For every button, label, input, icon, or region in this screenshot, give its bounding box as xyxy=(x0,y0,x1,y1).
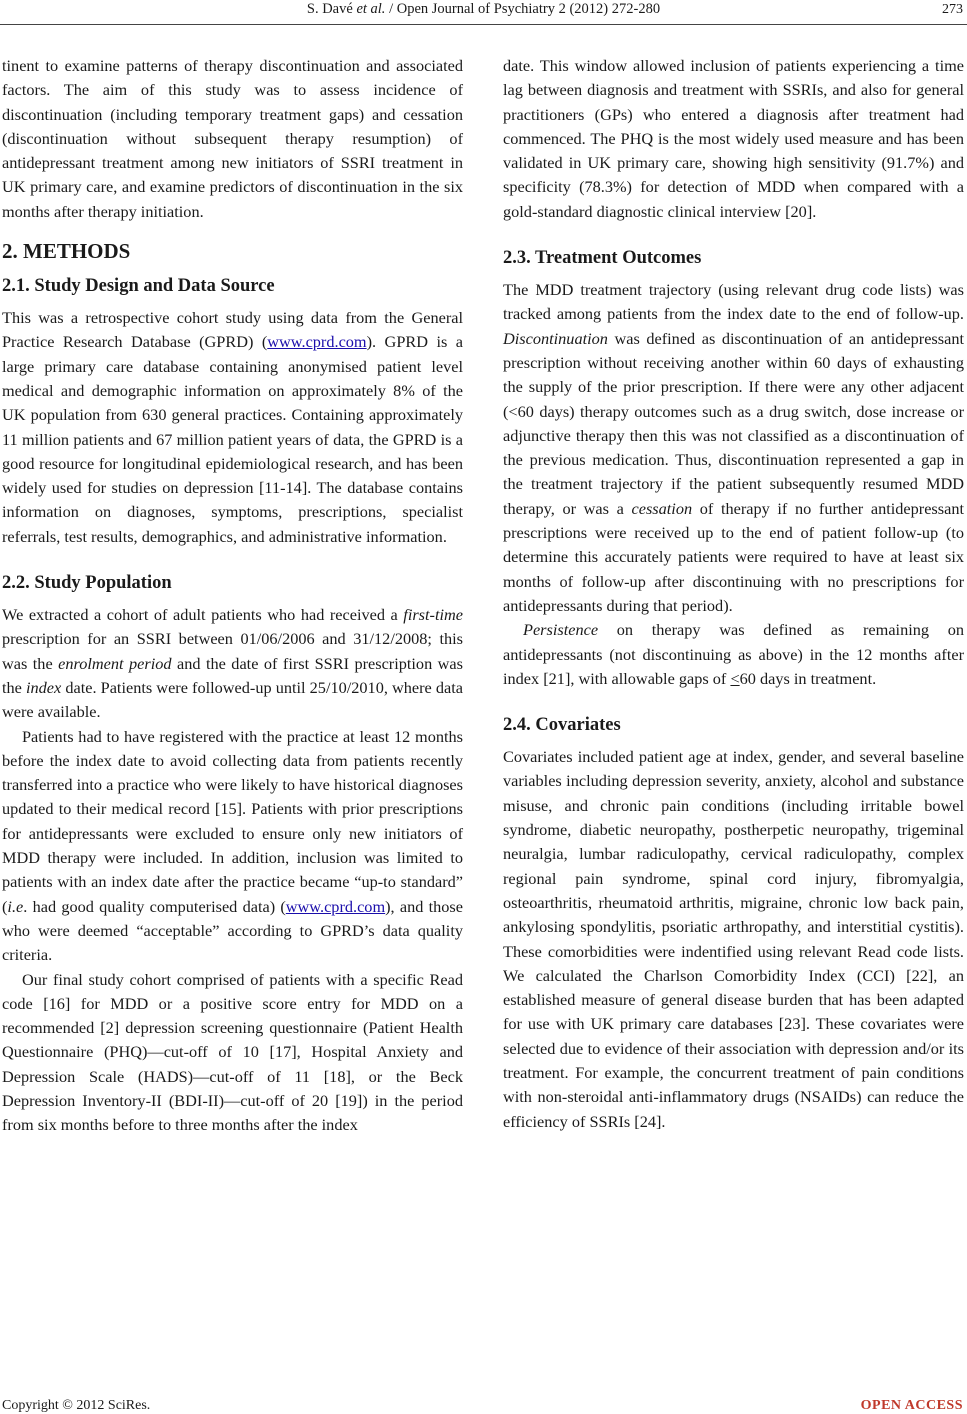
open-access-label: OPEN ACCESS xyxy=(860,1398,963,1413)
methods-heading: 2. METHODS xyxy=(2,239,131,264)
section-2-1-paragraph: This was a retrospective cohort study using data from the General Practice Research Database (GPRD) (www.cprd.com). GPRD is a large primary care database containing anonymised patient level medical and demographic information on approximately 8% of the UK population from 630 general practices. Containing approximately 11 million patients and 67 million patient years of data, the GPRD is a good resource for longitudinal epidemiological research, and has been widely used for studies on depression [11-14]. The database contains information on diagnoses, symptoms, prescriptions, specialist referrals, test results, demographics, and administrative information. xyxy=(2,308,463,546)
header-rule xyxy=(0,24,967,25)
section-2-3-paragraph-2: Persistence on therapy was defined as remaining on antidepressants (not discontinuing as above) in the 12 months after index [21], with allowable gaps of <60 days in treatment. xyxy=(503,620,964,688)
cprd-link-2[interactable]: www.cprd.com xyxy=(285,896,386,916)
section-2-2-paragraph-2: Patients had to have registered with the practice at least 12 months before the index date to avoid collecting data from patients recently transferred into a practice who were likely to have historical diagnoses updated to their medical record [15]. Patients with prior prescriptions for antidepressants were excluded to ensure only new initiators of MDD therapy were included. In addition, inclusion was limited to patients with an index date after the practice became “up-to standard” (i.e. had good quality computerised data) (www.cprd.com), and those who were deemed “acceptable” according to GPRD’s data quality criteria. xyxy=(2,726,463,965)
intro-paragraph: tinent to examine patterns of therapy discontinuation and associated factors. The aim of this study was to assess incidence of discontinuation (including temporary treatment gaps) and cessation (discontinuation without subsequent therapy resumption) of antidepressant treatment among new initiators of SSRI treatment in UK primary care, and examine predictors of discontinuation in the six months after therapy initiation. xyxy=(2,56,463,221)
running-title-authors: S. Davé xyxy=(306,1,357,17)
section-2-4-heading: 2.4. Covariates xyxy=(503,715,621,736)
running-title-etal: et al. xyxy=(356,1,386,17)
running-title-journal: / Open Journal of Psychiatry 2 (2012) 272-280 xyxy=(385,1,661,17)
section-2-4-paragraph: Covariates included patient age at index, gender, and several baseline variables including depression severity, anxiety, alcohol and substance misuse, and chronic pain conditions (including irritable bowel syndrome, diabetic neuropathy, postherpetic neuropathy, trigeminal neuralgia, lumbar radiculopathy, cervical radiculopathy, complex regional pain syndrome, spinal cord injury, fibromyalgia, osteoarthritis, rheumatoid arthritis, migraine, chronic low back pain, ankylosing spondylitis, psoriatic arthropathy, and interstitial cystitis). These comorbidities were indentified using relevant Read code lists. We calculated the Charlson Comorbidity Index (CCI) [22], an established measure of general disease burden that has been adapted for use with UK primary care databases [23]. These covariates were selected due to evidence of their association with depression and/or its treatment. For example, the concurrent treatment of pain conditions with non-steroidal anti-inflammatory drugs (NSAIDs) can reduce the efficiency of SSRIs [24]. xyxy=(503,747,964,1131)
copyright-notice: Copyright © 2012 SciRes. xyxy=(2,1398,151,1413)
section-2-2-heading: 2.2. Study Population xyxy=(2,573,172,594)
right-column xyxy=(503,54,964,1134)
page-number: 273 xyxy=(942,2,963,17)
left-column xyxy=(2,54,463,1138)
continued-paragraph: date. This window allowed inclusion of patients experiencing a time lag between diagnosis and treatment with SSRIs, and also for general practitioners (GPs) who entered a diagnosis after treatment had commenced. The PHQ is the most widely used measure and has been validated in UK primary care, showing high sensitivity (91.7%) and specificity (78.3%) for detection of MDD when compared with a gold-standard diagnostic clinical interview [20]. xyxy=(503,56,964,221)
section-2-3-heading: 2.3. Treatment Outcomes xyxy=(503,248,702,269)
running-header xyxy=(0,0,967,22)
cprd-link[interactable]: www.cprd.com xyxy=(267,332,367,352)
running-title xyxy=(0,1,967,18)
section-2-1-heading: 2.1. Study Design and Data Source xyxy=(2,276,275,297)
section-2-3-paragraph-1: The MDD treatment trajectory (using relevant drug code lists) was tracked among patients from the index date to the end of follow-up. Discontinuation was defined as discontinuation of an antidepressant prescription without receiving another within 60 days of exhausting the supply of the prior prescription. If there were any other adjacent (<60 days) therapy outcomes such as a drug switch, dose increase or adjunctive therapy then this was not classified as a discontinuation of the previous medication. Thus, discontinuation represented a gap in the treatment trajectory if the patient subsequently resumed MDD therapy, or was a cessation of therapy if no further antidepressant prescriptions were received up to the end of patient follow-up (to determine this accurately patients were required to have at least six months of follow-up after discontinuing with no prescriptions for antidepressants during that period). xyxy=(503,280,964,615)
section-2-2-paragraph-3: Our final study cohort comprised of patients with a specific Read code [16] for MDD or a positive score entry for MDD on a recommended [2] depression screening questionnaire (Patient Health Questionnaire (PHQ)—cut-off of 10 [17], Hospital Anxiety and Depression Scale (HADS)—cut-off of 11 [18], or the Beck Depression Inventory-II (BDI-II)—cut-off of 20 [19]) in the period from six months before to three months after the index xyxy=(2,969,463,1135)
section-2-2-paragraph-1: We extracted a cohort of adult patients who had received a first-time prescription for an SSRI between 01/06/2006 and 31/12/2008; this was the enrolment period and the date of first SSRI prescription was the index date. Patients were followed-up until 25/10/2010, where data were available. xyxy=(2,605,463,722)
